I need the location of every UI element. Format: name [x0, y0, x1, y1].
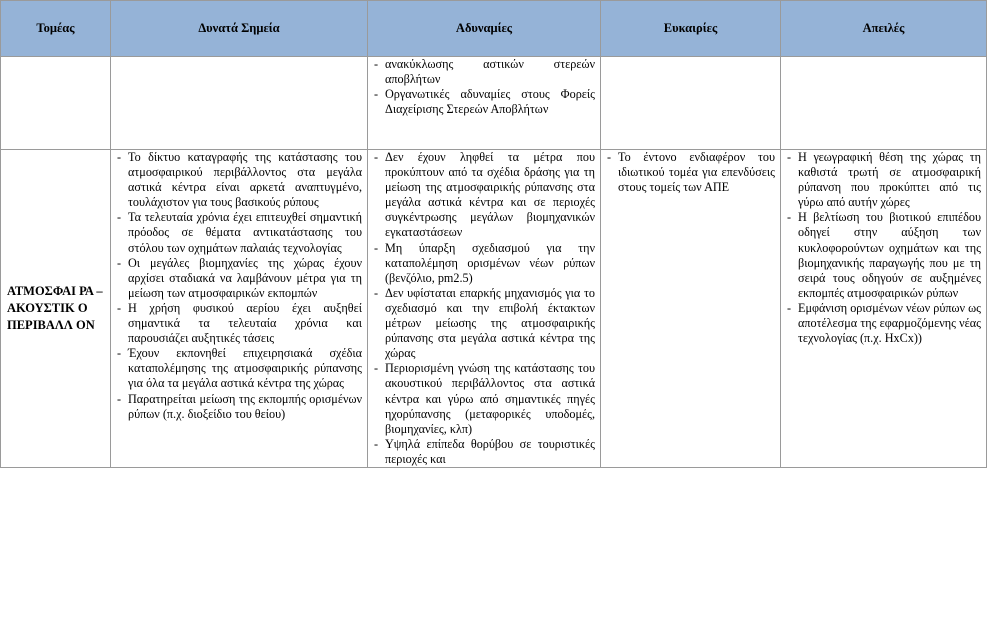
list-item: - Μη ύπαρξη σχεδιασμού για την καταπολέμηση ορισμένων νέων ρύπων (βενζόλιο, pm2.5) — [374, 241, 595, 286]
list-item: - Οι μεγάλες βιομηχανίες της χώρας έχουν αρχίσει σταδιακά να λαμβάνουν μέτρα για τη μείωση των ατμοσφαιρικών εκπομπών — [117, 256, 362, 301]
continued-row — [1, 57, 987, 150]
list-item: - Το δίκτυο καταγραφής της κατάστασης του ατμοσφαιρικού περιβάλλοντος στα μεγάλα αστικά κέντρα είναι αρκετά αναπτυγμένο, τουλάχιστον για τους βασικούς ρύπους — [117, 150, 362, 210]
opportunities-cell — [601, 150, 781, 468]
header-opportunities: Ευκαιρίες — [601, 1, 781, 57]
continued-sector-cell — [1, 57, 111, 150]
list-item: - Δεν έχουν ληφθεί τα μέτρα που προκύπτουν από τα σχέδια δράσης για τη μείωση της ατμοσφαιρικής ρύπανσης στα μεγάλα αστικά κέντρα και σε περιοχές συγκέντρωσης μεγάλων βιομηχανικών εγκαταστάσεων — [374, 150, 595, 241]
list-item: - Η χρήση φυσικού αερίου έχει αυξηθεί σημαντικά τα τελευταία χρόνια και παρουσιάζει αυξητικές τάσεις — [117, 301, 362, 346]
header-strengths: Δυνατά Σημεία — [111, 1, 368, 57]
header-threats: Απειλές — [781, 1, 987, 57]
continued-weakness-fragment: - ανακύκλωσης αστικών στερεών αποβλήτων — [374, 57, 595, 87]
strengths-cell — [111, 150, 368, 468]
continued-strengths-cell — [111, 57, 368, 150]
header-sector: Τομέας — [1, 1, 111, 57]
weaknesses-cell — [368, 150, 601, 468]
list-item: - Το έντονο ενδιαφέρον του ιδιωτικού τομέα για επενδύσεις στους τομείς των ΑΠΕ — [607, 150, 775, 195]
list-item: - Υψηλά επίπεδα θορύβου σε τουριστικές περιοχές και — [374, 437, 595, 467]
list-item: - Δεν υφίσταται επαρκής μηχανισμός για το σχεδιασμό και την επιβολή έκτακτων μέτρων μείωσης της ατμοσφαιρικής ρύπανσης στα μεγάλα αστικά κέντρα της χώρας — [374, 286, 595, 361]
header-weaknesses: Αδυναμίες — [368, 1, 601, 57]
list-item: - Έχουν εκπονηθεί επιχειρησιακά σχέδια καταπολέμησης της ατμοσφαιρικής ρύπανσης για όλα τα μεγάλα αστικά κέντρα της χώρας — [117, 346, 362, 391]
continued-threats-cell — [781, 57, 987, 150]
sector-label: ΑΤΜΟΣΦΑΙ ΡΑ – ΑΚΟΥΣΤΙΚ Ο ΠΕΡΙΒΑΛΛ ΟΝ — [1, 150, 111, 468]
list-item: - Τα τελευταία χρόνια έχει επιτευχθεί σημαντική πρόοδος σε θέματα αντικατάστασης του στόλου των οχημάτων παλαιάς τεχνολογίας — [117, 210, 362, 255]
list-item: - Παρατηρείται μείωση της εκπομπής ορισμένων ρύπων (π.χ. διοξείδιο του θείου) — [117, 392, 362, 422]
list-item: - Περιορισμένη γνώση της κατάστασης του ακουστικού περιβάλλοντος στα αστικά κέντρα και γύρω από σημαντικές πηγές ηχορύπανσης (μεταφορικές υποδομές, βιομηχανίες, κλπ) — [374, 361, 595, 436]
threats-cell — [781, 150, 987, 468]
header-row — [1, 1, 987, 57]
atmosphere-row — [1, 150, 987, 468]
list-item: - Η βελτίωση του βιοτικού επιπέδου οδηγεί στην αύξηση των κυκλοφορούντων οχημάτων και της βιομηχανικής παραγωγής που με τη σειρά τους οδηγούν σε αυξημένες εκπομπές ατμοσφαιρικών ρύπων — [787, 210, 981, 301]
list-item: - Οργανωτικές αδυναμίες στους Φορείς Διαχείρισης Στερεών Αποβλήτων — [374, 87, 595, 117]
list-item: - Εμφάνιση ορισμένων νέων ρύπων ως αποτέλεσμα της εφαρμοζόμενης νέας τεχνολογίας (π.χ. HxCx)) — [787, 301, 981, 346]
continued-opportunities-cell — [601, 57, 781, 150]
continued-weaknesses-cell — [368, 57, 601, 150]
list-item: - Η γεωγραφική θέση της χώρας τη καθιστά τρωτή σε ατμοσφαιρική ρύπανση που προκύπτει από τις γύρω από αυτήν χώρες — [787, 150, 981, 210]
